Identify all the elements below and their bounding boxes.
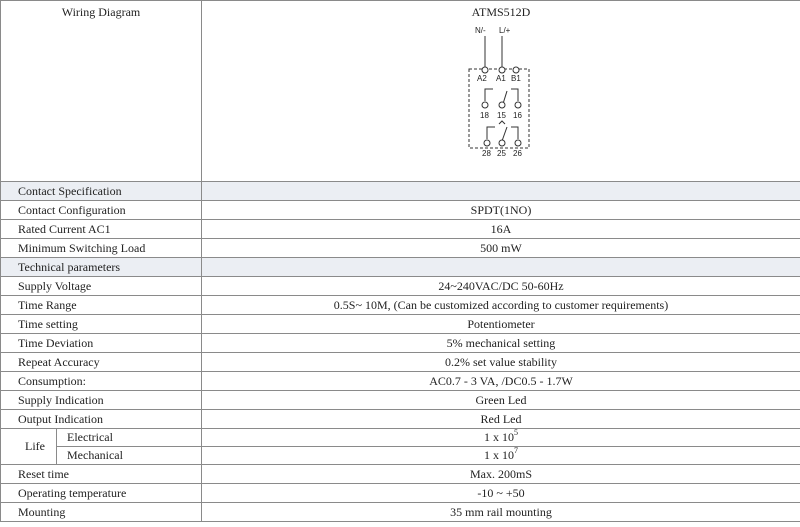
row-time-range (1, 296, 800, 315)
terminal-b1-icon (513, 67, 519, 73)
row-label: Output Indication (1, 410, 202, 429)
row-value: 16A (202, 220, 800, 239)
life-electrical-label: Electrical (57, 429, 202, 447)
row-value: 35 mm rail mounting (202, 503, 800, 522)
section-contact (1, 182, 800, 201)
life-electrical-exponent: 5 (514, 428, 518, 437)
row-value: AC0.7 - 3 VA, /DC0.5 - 1.7W (202, 372, 800, 391)
row-output-indication (1, 410, 800, 429)
life-electrical-base: 1 x 10 (484, 430, 514, 444)
terminal-28-label: 28 (482, 149, 491, 158)
terminal-25-icon (499, 140, 505, 146)
wiring-diagram (461, 23, 541, 173)
row-label: Supply Voltage (1, 277, 202, 296)
row-label: Rated Current AC1 (1, 220, 202, 239)
terminal-28-icon (484, 140, 490, 146)
power-label-l: L/+ (499, 26, 511, 35)
row-minimum-switching-load (1, 239, 800, 258)
terminal-26-icon (515, 140, 521, 146)
terminal-25-label: 25 (497, 149, 506, 158)
row-operating-temperature (1, 484, 800, 503)
section-technical (1, 258, 800, 277)
power-label-n: N/- (475, 26, 486, 35)
wiring-diagram-label: Wiring Diagram (1, 1, 202, 182)
section-title: Contact Specification (1, 182, 202, 201)
row-value: Red Led (202, 410, 800, 429)
row-life-electrical (1, 429, 800, 447)
row-value: 24~240VAC/DC 50-60Hz (202, 277, 800, 296)
row-mounting (1, 503, 800, 522)
row-label: Time Range (1, 296, 202, 315)
row-time-setting (1, 315, 800, 334)
terminal-b1-label: B1 (511, 74, 521, 83)
row-label: Time setting (1, 315, 202, 334)
row-contact-configuration (1, 201, 800, 220)
life-mechanical-value (202, 447, 800, 465)
row-label: Supply Indication (1, 391, 202, 410)
life-electrical-value (202, 429, 800, 447)
row-value: 5% mechanical setting (202, 334, 800, 353)
life-label: Life (1, 429, 57, 465)
terminal-15-icon (499, 102, 505, 108)
row-time-deviation (1, 334, 800, 353)
row-label: Contact Configuration (1, 201, 202, 220)
row-life-mechanical (1, 447, 800, 465)
row-value: SPDT(1NO) (202, 201, 800, 220)
row-label: Consumption: (1, 372, 202, 391)
row-supply-indication (1, 391, 800, 410)
terminal-a1-icon (499, 67, 505, 73)
row-label: Time Deviation (1, 334, 202, 353)
row-label: Mounting (1, 503, 202, 522)
section-title: Technical parameters (1, 258, 202, 277)
row-value: 0.5S~ 10M, (Can be customized according to customer requirements) (202, 296, 800, 315)
row-label: Repeat Accuracy (1, 353, 202, 372)
terminal-26-label: 26 (513, 149, 522, 158)
row-value: 500 mW (202, 239, 800, 258)
row-value: Potentiometer (202, 315, 800, 334)
terminal-18-label: 18 (480, 111, 489, 120)
wiring-diagram-cell (202, 1, 800, 182)
row-label: Minimum Switching Load (1, 239, 202, 258)
terminal-a1-label: A1 (496, 74, 506, 83)
row-value: -10 ~ +50 (202, 484, 800, 503)
model-number: ATMS512D (471, 5, 531, 19)
life-mechanical-base: 1 x 10 (484, 448, 514, 462)
row-value: Green Led (202, 391, 800, 410)
section-filler (202, 182, 800, 201)
life-mechanical-label: Mechanical (57, 447, 202, 465)
terminal-15-label: 15 (497, 111, 506, 120)
row-repeat-accuracy (1, 353, 800, 372)
row-label: Operating temperature (1, 484, 202, 503)
terminal-18-icon (482, 102, 488, 108)
terminal-16-label: 16 (513, 111, 522, 120)
row-value: 0.2% set value stability (202, 353, 800, 372)
row-rated-current (1, 220, 800, 239)
row-reset-time (1, 465, 800, 484)
terminal-a2-icon (482, 67, 488, 73)
terminal-a2-label: A2 (477, 74, 487, 83)
row-label: Reset time (1, 465, 202, 484)
terminal-16-icon (515, 102, 521, 108)
section-filler (202, 258, 800, 277)
row-value: Max. 200mS (202, 465, 800, 484)
wiring-diagram-row (1, 1, 800, 182)
row-supply-voltage (1, 277, 800, 296)
row-consumption (1, 372, 800, 391)
life-mechanical-exponent: 7 (514, 446, 518, 455)
